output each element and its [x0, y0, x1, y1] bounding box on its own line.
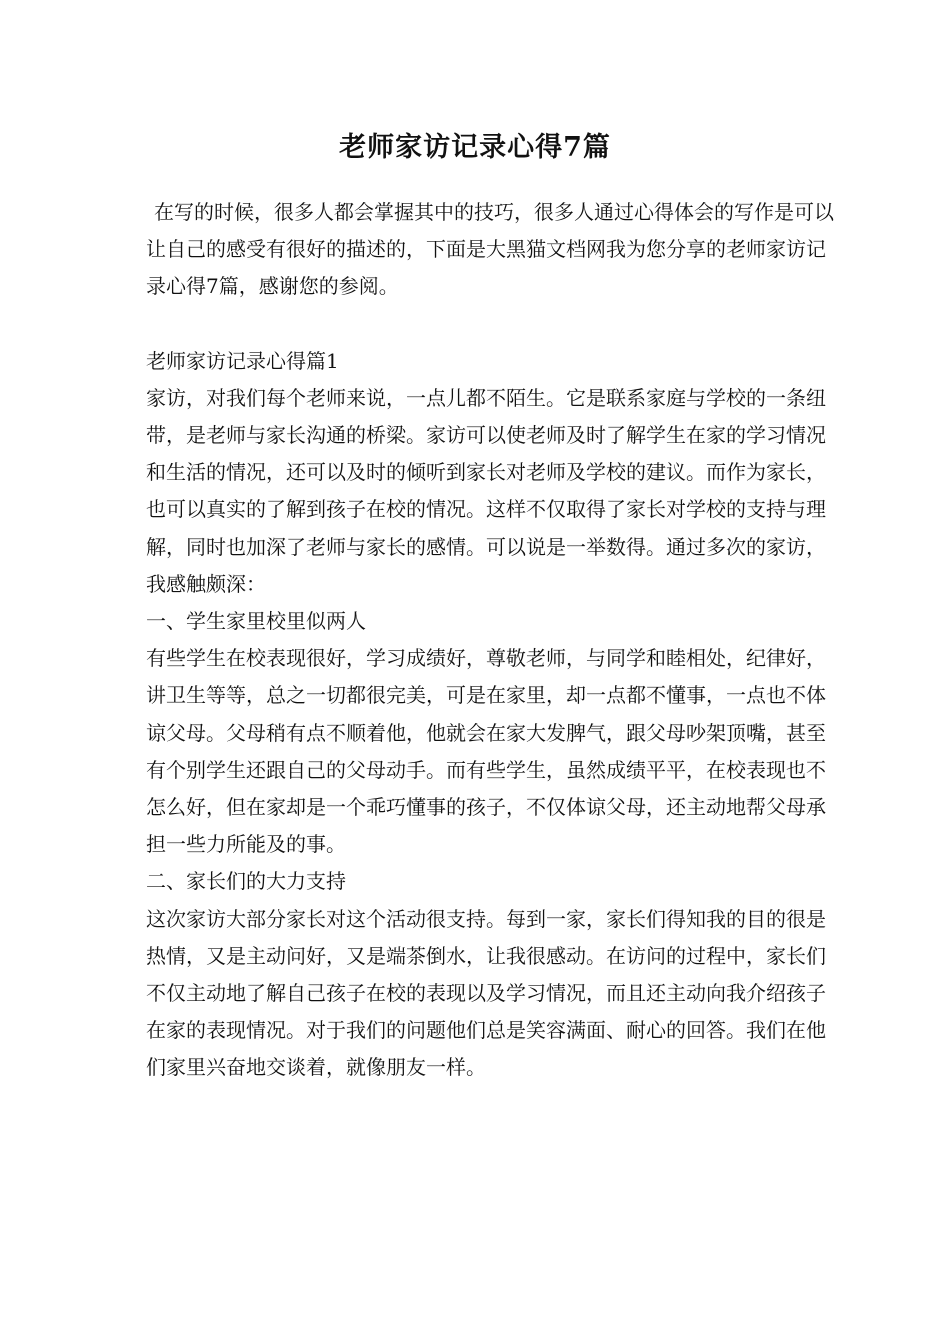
document-title: 老师家访记录心得7篇	[339, 132, 611, 163]
section-heading: 老师家访记录心得篇1	[146, 348, 339, 373]
document-body	[146, 194, 836, 1087]
paragraph-spacer	[146, 306, 836, 343]
point-heading: 二、家长们的大力支持	[146, 869, 346, 894]
body-paragraph: 有些学生在校表现很好，学习成绩好，尊敬老师，与同学和睦相处，纪律好，讲卫生等等，总之一切都很完美，可是在家里，却一点都不懂事，一点也不体谅父母。父母稍有点不顺着他，他就会在家大发脾气，跟父母吵架顶嘴，甚至有个别学生还跟自己的父母动手。而有些学生，虽然成绩平平，在校表现也不怎么好，但在家却是一个乖巧懂事的孩子，不仅体谅父母，还主动地帮父母承担一些力所能及的事。	[146, 646, 826, 857]
intro-paragraph: 在写的时候，很多人都会掌握其中的技巧，很多人通过心得体会的写作是可以让自己的感受有很好的描述的，下面是大黑猫文档网我为您分享的老师家访记录心得7篇，感谢您的参阅。	[146, 200, 834, 299]
point-heading: 一、学生家里校里似两人	[146, 609, 366, 634]
body-paragraph: 这次家访大部分家长对这个活动很支持。每到一家，家长们得知我的目的很是热情，又是主动问好，又是端茶倒水，让我很感动。在访问的过程中，家长们不仅主动地了解自己孩子在校的表现以及学习情况，而且还主动向我介绍孩子在家的表现情况。对于我们的问题他们总是笑容满面、耐心的回答。我们在他们家里兴奋地交谈着，就像朋友一样。	[146, 906, 826, 1080]
body-paragraph: 家访，对我们每个老师来说，一点儿都不陌生。它是联系家庭与学校的一条纽带，是老师与家长沟通的桥梁。家访可以使老师及时了解学生在家的学习情况和生活的情况，还可以及时的倾听到家长对老师及学校的建议。而作为家长，也可以真实的了解到孩子在校的情况。这样不仅取得了家长对学校的支持与理解，同时也加深了老师与家长的感情。可以说是一举数得。通过多次的家访，我感触颇深：	[146, 385, 826, 596]
